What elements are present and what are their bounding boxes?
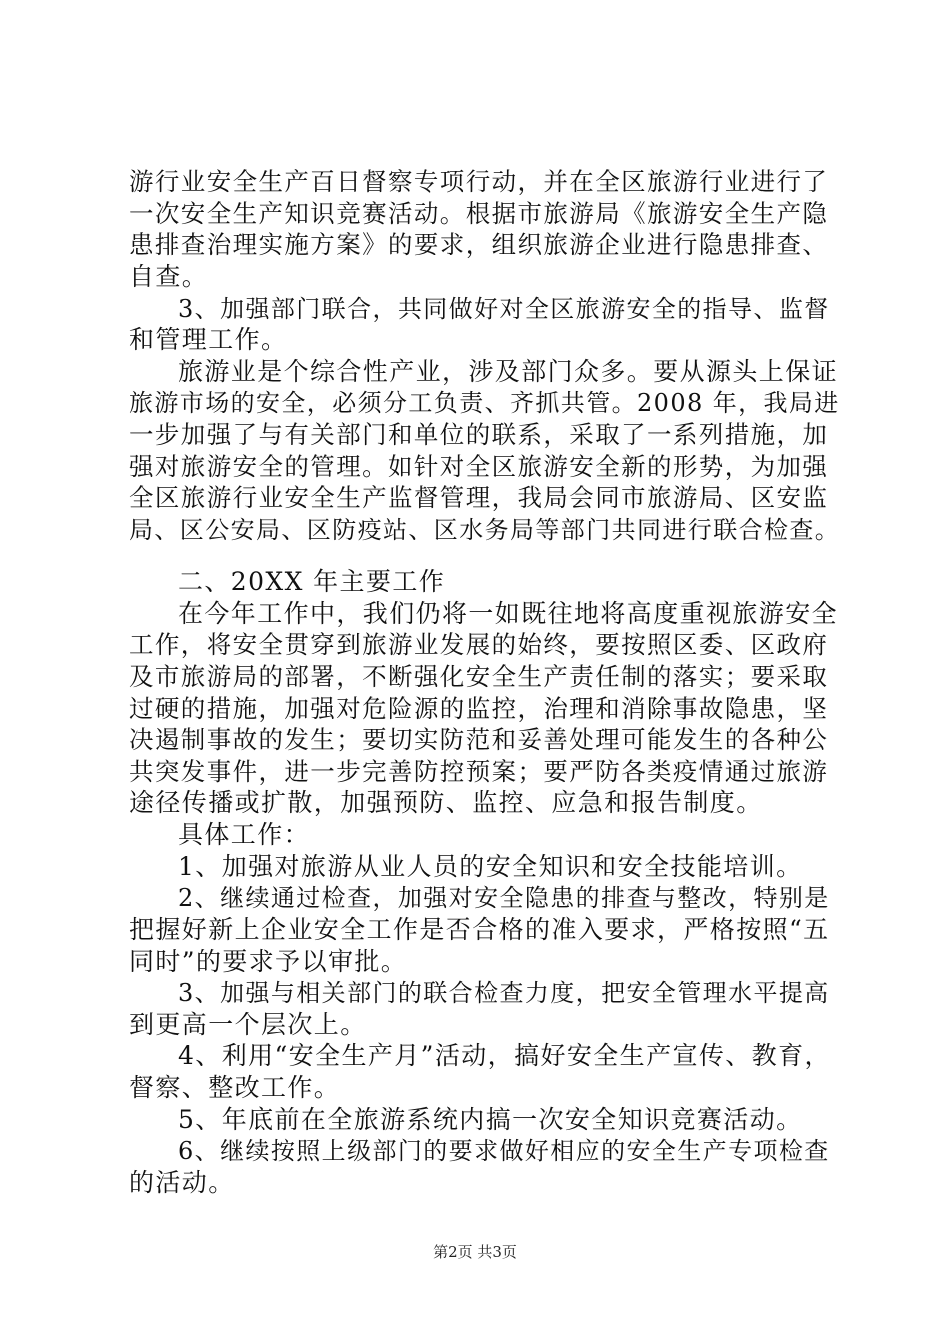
page-number-footer: 第2页 共3页 <box>433 1243 517 1261</box>
section-heading: 二、20XX 年主要工作 <box>178 567 446 596</box>
text-line: 局、区公安局、区防疫站、区水务局等部门共同进行联合检查。 <box>129 516 841 544</box>
text-line: 到更高一个层次上。 <box>129 1010 367 1039</box>
text-line: 游行业安全生产百日督察专项行动，并在全区旅游行业进行了 <box>129 167 829 196</box>
list-item: 1、加强对旅游从业人员的安全知识和安全技能培训。 <box>178 852 803 881</box>
text-line: 决遏制事故的发生；要切实防范和妥善处理可能发生的各种公 <box>129 725 829 754</box>
text-line: 督察、整改工作。 <box>129 1073 341 1102</box>
list-item: 5、年底前在全旅游系统内搞一次安全知识竞赛活动。 <box>178 1105 803 1134</box>
text-line: 强对旅游安全的管理。如针对全区旅游安全新的形势，为加强 <box>129 452 829 481</box>
text-line: 工作，将安全贯穿到旅游业发展的始终，要按照区委、区政府 <box>129 630 829 659</box>
text-line: 把握好新上企业安全工作是否合格的准入要求，严格按照“五 <box>129 915 830 944</box>
text-line: 的活动。 <box>129 1168 235 1197</box>
list-item: 6、继续按照上级部门的要求做好相应的安全生产专项检查 <box>178 1137 830 1165</box>
text-line: 途径传播或扩散，加强预防、监控、应急和报告制度。 <box>129 788 763 817</box>
text-line: 3、加强部门联合，共同做好对全区旅游安全的指导、监督 <box>178 295 830 323</box>
text-line: 过硬的措施，加强对危险源的监控，治理和消除事故隐患，坚 <box>129 694 829 723</box>
text-line: 及市旅游局的部署，不断强化安全生产责任制的落实；要采取 <box>129 662 829 691</box>
text-line: 在今年工作中，我们仍将一如既往地将高度重视旅游安全 <box>178 599 839 628</box>
text-line: 旅游市场的安全，必须分工负责、齐抓共管。2008 年，我局进 <box>129 389 840 417</box>
text-line: 旅游业是个综合性产业，涉及部门众多。要从源头上保证 <box>178 357 839 386</box>
list-item: 3、加强与相关部门的联合检查力度，把安全管理水平提高 <box>178 979 830 1007</box>
list-item: 4、利用“安全生产月”活动，搞好安全生产宣传、教育， <box>178 1041 831 1070</box>
text-line: 共突发事件，进一步完善防控预案；要严防各类疫情通过旅游 <box>129 757 829 786</box>
text-line: 自查。 <box>129 262 209 291</box>
text-line: 一步加强了与有关部门和单位的联系，采取了一系列措施，加 <box>129 420 829 449</box>
text-line: 全区旅游行业安全生产监督管理，我局会同市旅游局、区安监 <box>129 483 829 512</box>
text-line: 具体工作： <box>178 820 311 849</box>
text-line: 一次安全生产知识竞赛活动。根据市旅游局《旅游安全生产隐 <box>129 199 829 228</box>
text-line: 同时”的要求予以审批。 <box>129 947 408 976</box>
list-item: 2、继续通过检查，加强对安全隐患的排查与整改，特别是 <box>178 884 830 912</box>
text-line: 和管理工作。 <box>129 325 288 354</box>
text-line: 患排查治理实施方案》的要求，组织旅游企业进行隐患排查、 <box>129 230 829 259</box>
